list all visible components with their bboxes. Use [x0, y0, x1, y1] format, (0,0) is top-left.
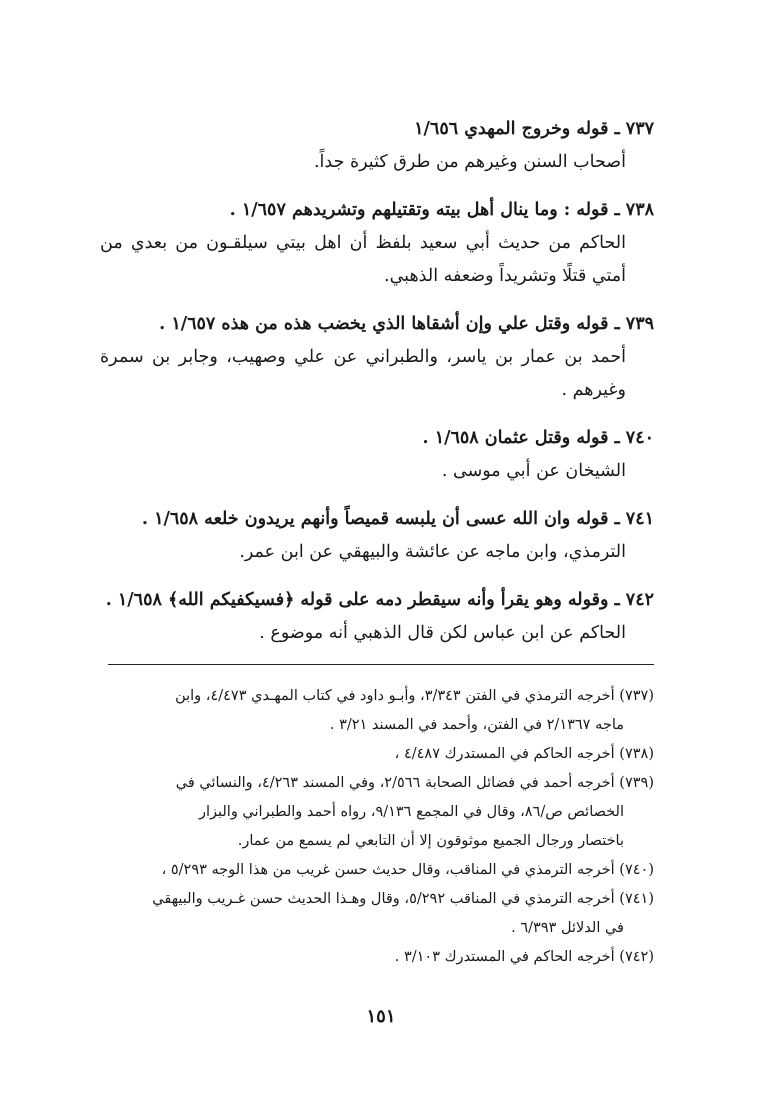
footnote-737: [100, 682, 654, 740]
footnote-number: (٧٣٩): [619, 775, 654, 791]
footnote-number: (٧٤٠): [619, 862, 654, 878]
footnote-line: باختصار ورجال الجميع موثوقون إلا أن التابعي لم يسمع من عمار.: [237, 833, 624, 849]
footnotes-section: [100, 682, 654, 972]
entry-739: [100, 307, 654, 407]
footnote-text: أخرجه الحاكم في المستدرك ٤/٤٨٧ ،: [394, 746, 615, 762]
entry-title: قوله وخروج المهدي ١/٦٥٦: [414, 119, 609, 139]
entry-title: قوله وان الله عسى أن يلبسه قميصاً وأنهم يريدون خلعه ١/٦٥٨ .: [141, 509, 609, 529]
footnote-740: [100, 856, 654, 885]
footnote-number: (٧٣٧): [619, 688, 654, 704]
footnote-text: أخرجه الترمذي في الفتن ٣/٣٤٣، وأبـو داود في كتاب المهـدي ٤/٤٧٣، وابن: [175, 688, 615, 704]
entry-742: [100, 583, 654, 650]
footnote-line: [100, 943, 654, 972]
footnote-line: [100, 856, 654, 885]
footnote-text: أخرجه أحمد في فضائل الصحابة ٢/٥٦٦، وفي المسند ٤/٢٦٣، والنسائي في: [175, 775, 615, 791]
entry-738: [100, 193, 654, 293]
footnote-text: أخرجه الترمذي في المناقب، وقال حديث حسن غريب من هذا الوجه ٥/٢٩٣ ،: [161, 862, 615, 878]
entries-list: [100, 112, 654, 664]
footnote-line: [100, 885, 654, 914]
footnote-line: [100, 769, 654, 798]
entry-body: الحاكم عن ابن عباس لكن قال الذهبي أنه موضوع .: [259, 623, 626, 643]
entry-heading: [100, 502, 654, 536]
entry-body: أحمد بن عمار بن ياسر، والطبراني عن علي وصهيب، وجابر بن سمرة وغيرهم .: [100, 347, 626, 400]
footnote-line: [100, 682, 654, 711]
entry-heading: [100, 193, 654, 227]
entry-741: [100, 502, 654, 569]
footnote-line: [100, 740, 654, 769]
footnote-number: (٧٤١): [619, 891, 654, 907]
footnote-738: [100, 740, 654, 769]
entry-number: ٧٣٩ ـ: [614, 314, 654, 334]
entry-title: قوله وقتل علي وإن أشقاها الذي يخضب هذه من هذه ١/٦٥٧ .: [159, 314, 609, 334]
entry-number: ٧٤١ ـ: [614, 509, 654, 529]
entry-heading: [100, 112, 654, 146]
footnote-line: في الدلائل ٦/٣٩٣ .: [511, 920, 624, 936]
footnote-number: (٧٤٢): [619, 949, 654, 965]
entry-body: الشيخان عن أبي موسى .: [441, 461, 626, 481]
page-number: ١٥١: [366, 1006, 396, 1027]
entry-title: قوله : وما ينال أهل بيته وتقتيلهم وتشريدهم ١/٦٥٧ .: [229, 200, 609, 220]
footnote-line: ماجه ٢/١٣٦٧ في الفتن، وأحمد في المسند ٣/٢١ .: [329, 717, 624, 733]
entry-number: ٧٣٧ ـ: [614, 119, 654, 139]
entry-heading: [100, 583, 654, 617]
entry-title: قوله وقتل عثمان ١/٦٥٨ .: [422, 428, 609, 448]
footnote-line: الخصائص ص/٨٦، وقال في المجمع ٩/١٣٦، رواه أحمد والطبراني والبزار: [198, 804, 624, 820]
footnote-divider: [108, 664, 654, 665]
entry-740: [100, 421, 654, 488]
entry-body: أصحاب السنن وغيرهم من طرق كثيرة جداً.: [313, 152, 626, 172]
entry-737: [100, 112, 654, 179]
entry-heading: [100, 307, 654, 341]
entry-number: ٧٤٢ ـ: [614, 590, 654, 610]
entry-body: الحاكم من حديث أبي سعيد بلفظ أن اهل بيتي سيلقـون من بعدي من أمتي قتلًا وتشريداً وضعفه الذهبي.: [100, 233, 626, 286]
footnote-741: [100, 885, 654, 943]
footnote-742: [100, 943, 654, 972]
entry-number: ٧٤٠ ـ: [614, 428, 654, 448]
entry-heading: [100, 421, 654, 455]
entry-body: الترمذي، وابن ماجه عن عائشة والبيهقي عن ابن عمر.: [239, 542, 626, 562]
footnote-739: [100, 769, 654, 856]
footnote-text: أخرجه الحاكم في المستدرك ٣/١٠٣ .: [394, 949, 615, 965]
footnote-number: (٧٣٨): [619, 746, 654, 762]
footnote-text: أخرجه الترمذي في المناقب ٥/٢٩٢، وقال وهـذا الحديث حسن غـريب والبيهقي: [152, 891, 615, 907]
entry-title: وقوله وهو يقرأ وأنه سيقطر دمه على قوله ﴿فسيكفيكم الله﴾ ١/٦٥٨ .: [105, 590, 609, 610]
entry-number: ٧٣٨ ـ: [614, 200, 654, 220]
